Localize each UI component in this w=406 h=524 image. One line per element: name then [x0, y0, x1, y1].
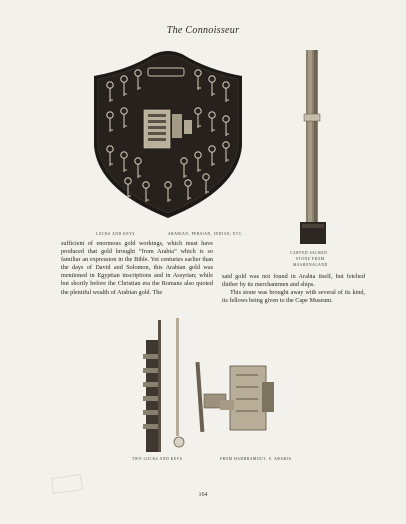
right-paragraph-2: This stone was brought away with several of its kind, its fellows being given to the Cape Museum. — [222, 289, 365, 305]
shield-of-keys-image — [88, 50, 248, 220]
right-paragraph-1: said gold was not found in Arabia itself, but fetched thither by its merchantmen and ships. — [222, 273, 365, 289]
stone-caption-line-2: STONE FROM — [296, 257, 325, 261]
stone-caption-line-1: CARVED SACRED — [290, 251, 328, 255]
shield-caption-right: ARABIAN, PERSIAN, INDIAN, ETC. — [168, 232, 244, 236]
faint-stamp-mark — [51, 474, 83, 494]
two-locks-image — [138, 318, 308, 454]
page-number: 164 — [198, 492, 208, 498]
carved-stone-image — [296, 48, 332, 248]
left-paragraph: sufficient of enormous gold workings, which must have produced that gold brought “from Arabia” which is so familiar an expression in the Bible. Yet centuries earlier than the days of David and Solomon, this Arabian gold was mentioned in Egyptian inscriptions and in Assyrian; while but shortly before the Christian era the Romans also quoted the plentiful wealth of Arabian gold. The — [61, 240, 213, 296]
left-column-text — [61, 240, 213, 297]
locks-caption-right: FROM HADHRAMOUT, S. ARABIA — [220, 457, 292, 461]
page-header: The Connoisseur — [166, 25, 240, 36]
shield-caption-left: LOCKS AND KEYS — [96, 232, 135, 236]
right-column-text — [222, 273, 365, 305]
stone-caption-line-3: MASHONALAND — [293, 263, 328, 267]
locks-caption-left: TWO LOCKS AND KEYS — [132, 457, 183, 461]
